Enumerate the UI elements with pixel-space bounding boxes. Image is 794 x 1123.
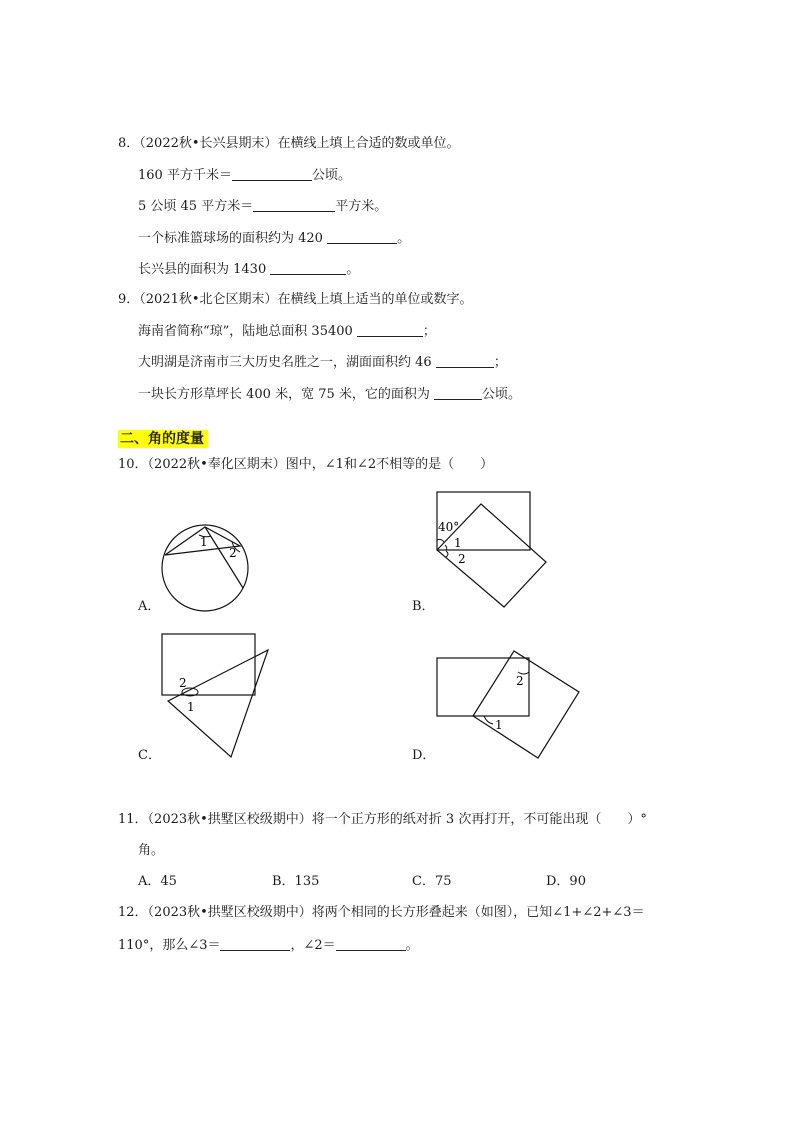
q8-line2-unit: 平方米。 [335,199,388,214]
q12-stem: 12．（2023秋•拱墅区校级期中）将两个相同的长方形叠起来（如图），已知∠1+∠2+∠3＝ [118,905,645,920]
q9-line3 [138,386,521,403]
q8-blank3[interactable] [327,230,397,244]
figure-a-label2: 2 [229,546,237,560]
q8-stem: 8．（2022秋•长兴县期末）在横线上填上合适的数或单位。 [118,136,460,151]
figure-b-arc2 [446,551,448,557]
q12-line2-text: 110°，那么∠3＝ [118,938,221,953]
q9-line2-text: 大明湖是济南市三大历史名胜之一，湖面面积约 46 [138,355,432,370]
q9-line1-end: ； [422,324,436,339]
figure-a [155,520,265,615]
figure-b-label1: 1 [454,536,462,550]
q12-blank2[interactable] [336,937,406,951]
q8-line1-text: 160 平方千米＝ [138,168,232,183]
q9-line1 [138,323,436,340]
figure-d-label1: 1 [495,718,503,732]
figure-d [430,645,585,765]
q9-line3-end: 公顷。 [482,387,522,402]
q10-option-a[interactable]: A． [138,599,161,614]
q10-stem: 10．（2022秋•奉化区期末）图中，∠1和∠2不相等的是（ ） [118,457,494,472]
q9-blank1[interactable] [357,323,423,337]
q11-option-d[interactable]: D．90 [546,874,586,889]
q8-line3-end: 。 [397,231,411,246]
q10-option-c[interactable]: C． [138,748,161,763]
figure-c [155,628,275,763]
q9-blank3[interactable] [434,386,482,400]
figure-c-rectangle [162,634,255,695]
q11-stem: 11．（2023秋•拱墅区校级期中）将一个正方形的纸对折 3 次再打开，不可能出现（ ）° [118,812,647,827]
figure-b-arc1 [445,545,447,550]
q11-option-b[interactable]: B．135 [272,874,320,889]
q12-blank1[interactable] [220,937,290,951]
figure-d-arc1 [484,716,493,724]
q8-line3-text: 一个标准篮球场的面积约为 420 [138,231,323,246]
figure-c-label1: 1 [187,700,195,714]
figure-b-label2: 2 [458,552,466,566]
figure-c-triangle [168,650,268,757]
q12-line2-mid: ，∠2＝ [290,938,336,953]
q9-line3-text: 一块长方形草坪长 400 米，宽 75 米，它的面积为 [138,387,430,402]
q10-option-b[interactable]: B． [412,599,435,614]
figure-b [430,485,555,615]
q12-line2 [118,937,419,954]
section-heading: 二、角的度量 [118,430,208,448]
q11-option-a[interactable]: A．45 [138,874,177,889]
q12-line2-end: 。 [405,938,419,953]
q10-option-d[interactable]: D． [412,748,436,763]
q11-option-c[interactable]: C．75 [412,874,452,889]
q9-line2-end: ； [493,355,507,370]
q8-blank4[interactable] [270,261,346,275]
figure-c-label2: 2 [179,676,187,690]
figure-a-label1: 1 [200,535,208,549]
figure-b-label-40: 40° [438,520,460,534]
q8-line4-text: 长兴县的面积为 1430 [138,262,267,277]
q8-blank1[interactable] [232,167,312,181]
q9-stem: 9．（2021秋•北仑区期末）在横线上填上适当的单位或数字。 [118,292,473,307]
q8-line3 [138,230,410,247]
q8-line1-unit: 公顷。 [311,168,351,183]
q8-line1 [138,167,351,184]
q8-line2-text: 5 公顷 45 平方米＝ [138,199,254,214]
q9-blank2[interactable] [436,354,494,368]
q9-line2 [138,354,507,371]
figure-d-square [473,651,579,758]
q8-line4-end: 。 [346,262,360,277]
q8-line2 [138,198,387,215]
q8-blank2[interactable] [253,198,335,212]
q8-line4 [138,261,359,278]
figure-d-label2: 2 [516,674,524,688]
q9-line1-text: 海南省简称“琼”，陆地总面积 35400 [138,324,353,339]
figure-b-arc-40 [437,539,444,542]
q11-stem-cont: 角。 [138,843,165,858]
